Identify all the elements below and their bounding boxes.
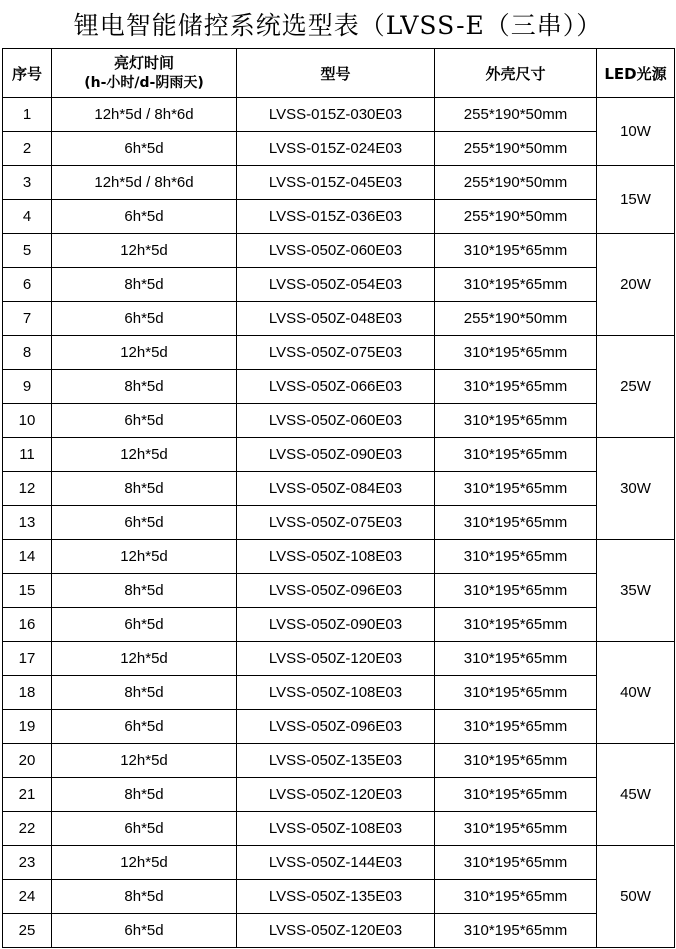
cell-model: LVSS-050Z-090E03 xyxy=(237,438,435,472)
cell-light-time: 12h*5d xyxy=(52,234,237,268)
cell-size: 310*195*65mm xyxy=(435,234,597,268)
cell-model: LVSS-050Z-108E03 xyxy=(237,812,435,846)
cell-size: 310*195*65mm xyxy=(435,506,597,540)
header-light-time-sub: (h-小时/d-阴雨天) xyxy=(84,75,204,91)
cell-size: 310*195*65mm xyxy=(435,676,597,710)
cell-model: LVSS-050Z-084E03 xyxy=(237,472,435,506)
table-row xyxy=(3,234,675,268)
cell-size: 255*190*50mm xyxy=(435,98,597,132)
table-row xyxy=(3,132,675,166)
cell-model: LVSS-015Z-030E03 xyxy=(237,98,435,132)
cell-size: 310*195*65mm xyxy=(435,812,597,846)
cell-index: 6 xyxy=(3,268,52,302)
table-row xyxy=(3,404,675,438)
cell-led: 20W xyxy=(597,234,675,336)
cell-index: 17 xyxy=(3,642,52,676)
cell-index: 24 xyxy=(3,880,52,914)
cell-size: 255*190*50mm xyxy=(435,132,597,166)
cell-led: 15W xyxy=(597,166,675,234)
cell-size: 310*195*65mm xyxy=(435,268,597,302)
cell-light-time: 12h*5d xyxy=(52,540,237,574)
table-row xyxy=(3,812,675,846)
cell-index: 9 xyxy=(3,370,52,404)
cell-model: LVSS-050Z-090E03 xyxy=(237,608,435,642)
cell-model: LVSS-050Z-135E03 xyxy=(237,744,435,778)
header-index: 序号 xyxy=(3,49,52,98)
cell-size: 310*195*65mm xyxy=(435,744,597,778)
cell-light-time: 12h*5d xyxy=(52,846,237,880)
table-row xyxy=(3,472,675,506)
cell-index: 19 xyxy=(3,710,52,744)
cell-light-time: 8h*5d xyxy=(52,268,237,302)
table-row xyxy=(3,846,675,880)
cell-index: 23 xyxy=(3,846,52,880)
header-row xyxy=(3,49,675,98)
cell-index: 18 xyxy=(3,676,52,710)
cell-size: 310*195*65mm xyxy=(435,574,597,608)
cell-led: 40W xyxy=(597,642,675,744)
cell-index: 5 xyxy=(3,234,52,268)
cell-light-time: 12h*5d xyxy=(52,438,237,472)
table-row xyxy=(3,336,675,370)
cell-light-time: 6h*5d xyxy=(52,506,237,540)
cell-light-time: 8h*5d xyxy=(52,472,237,506)
header-light-time-label: 亮灯时间 xyxy=(113,54,174,72)
cell-model: LVSS-050Z-096E03 xyxy=(237,710,435,744)
cell-model: LVSS-050Z-066E03 xyxy=(237,370,435,404)
cell-light-time: 8h*5d xyxy=(52,574,237,608)
cell-model: LVSS-050Z-048E03 xyxy=(237,302,435,336)
cell-model: LVSS-050Z-096E03 xyxy=(237,574,435,608)
table-row xyxy=(3,914,675,948)
cell-index: 16 xyxy=(3,608,52,642)
cell-index: 14 xyxy=(3,540,52,574)
cell-light-time: 6h*5d xyxy=(52,132,237,166)
cell-size: 255*190*50mm xyxy=(435,166,597,200)
cell-index: 15 xyxy=(3,574,52,608)
cell-model: LVSS-015Z-045E03 xyxy=(237,166,435,200)
cell-led: 10W xyxy=(597,98,675,166)
table-row xyxy=(3,302,675,336)
cell-index: 7 xyxy=(3,302,52,336)
cell-model: LVSS-015Z-036E03 xyxy=(237,200,435,234)
cell-light-time: 12h*5d / 8h*6d xyxy=(52,166,237,200)
cell-index: 11 xyxy=(3,438,52,472)
cell-light-time: 12h*5d xyxy=(52,336,237,370)
cell-index: 3 xyxy=(3,166,52,200)
cell-index: 4 xyxy=(3,200,52,234)
cell-model: LVSS-015Z-024E03 xyxy=(237,132,435,166)
cell-index: 13 xyxy=(3,506,52,540)
cell-size: 310*195*65mm xyxy=(435,642,597,676)
cell-size: 310*195*65mm xyxy=(435,404,597,438)
cell-model: LVSS-050Z-108E03 xyxy=(237,540,435,574)
cell-size: 310*195*65mm xyxy=(435,472,597,506)
table-row xyxy=(3,608,675,642)
cell-light-time: 6h*5d xyxy=(52,302,237,336)
cell-size: 310*195*65mm xyxy=(435,710,597,744)
table-row xyxy=(3,574,675,608)
cell-light-time: 6h*5d xyxy=(52,200,237,234)
cell-size: 310*195*65mm xyxy=(435,540,597,574)
cell-light-time: 8h*5d xyxy=(52,880,237,914)
cell-model: LVSS-050Z-054E03 xyxy=(237,268,435,302)
table-row xyxy=(3,506,675,540)
cell-index: 1 xyxy=(3,98,52,132)
cell-light-time: 12h*5d / 8h*6d xyxy=(52,98,237,132)
header-led: LED光源 xyxy=(597,49,675,98)
table-row xyxy=(3,268,675,302)
cell-size: 310*195*65mm xyxy=(435,778,597,812)
cell-size: 310*195*65mm xyxy=(435,438,597,472)
cell-light-time: 8h*5d xyxy=(52,778,237,812)
cell-index: 2 xyxy=(3,132,52,166)
cell-size: 255*190*50mm xyxy=(435,302,597,336)
cell-index: 8 xyxy=(3,336,52,370)
cell-model: LVSS-050Z-060E03 xyxy=(237,234,435,268)
cell-model: LVSS-050Z-120E03 xyxy=(237,778,435,812)
cell-size: 310*195*65mm xyxy=(435,370,597,404)
header-light-time xyxy=(52,49,237,98)
table-row xyxy=(3,642,675,676)
selection-table xyxy=(2,48,675,948)
cell-led: 30W xyxy=(597,438,675,540)
cell-index: 10 xyxy=(3,404,52,438)
cell-light-time: 6h*5d xyxy=(52,710,237,744)
cell-light-time: 12h*5d xyxy=(52,744,237,778)
cell-model: LVSS-050Z-144E03 xyxy=(237,846,435,880)
cell-size: 310*195*65mm xyxy=(435,608,597,642)
table-row xyxy=(3,438,675,472)
cell-model: LVSS-050Z-060E03 xyxy=(237,404,435,438)
table-row xyxy=(3,98,675,132)
cell-light-time: 12h*5d xyxy=(52,642,237,676)
cell-light-time: 6h*5d xyxy=(52,812,237,846)
cell-led: 35W xyxy=(597,540,675,642)
table-row xyxy=(3,200,675,234)
cell-index: 22 xyxy=(3,812,52,846)
cell-led: 50W xyxy=(597,846,675,948)
table-row xyxy=(3,676,675,710)
table-row xyxy=(3,710,675,744)
header-size: 外壳尺寸 xyxy=(435,49,597,98)
cell-led: 25W xyxy=(597,336,675,438)
cell-size: 310*195*65mm xyxy=(435,846,597,880)
cell-index: 21 xyxy=(3,778,52,812)
cell-index: 20 xyxy=(3,744,52,778)
table-row xyxy=(3,744,675,778)
cell-model: LVSS-050Z-135E03 xyxy=(237,880,435,914)
table-row xyxy=(3,880,675,914)
cell-model: LVSS-050Z-108E03 xyxy=(237,676,435,710)
cell-size: 255*190*50mm xyxy=(435,200,597,234)
cell-light-time: 8h*5d xyxy=(52,370,237,404)
cell-model: LVSS-050Z-120E03 xyxy=(237,914,435,948)
cell-light-time: 6h*5d xyxy=(52,914,237,948)
cell-led: 45W xyxy=(597,744,675,846)
cell-light-time: 8h*5d xyxy=(52,676,237,710)
cell-light-time: 6h*5d xyxy=(52,608,237,642)
cell-index: 25 xyxy=(3,914,52,948)
cell-light-time: 6h*5d xyxy=(52,404,237,438)
table-row xyxy=(3,540,675,574)
table-row xyxy=(3,370,675,404)
header-model: 型号 xyxy=(237,49,435,98)
table-row xyxy=(3,778,675,812)
cell-index: 12 xyxy=(3,472,52,506)
cell-model: LVSS-050Z-075E03 xyxy=(237,506,435,540)
cell-size: 310*195*65mm xyxy=(435,914,597,948)
table-row xyxy=(3,166,675,200)
page-title: 锂电智能储控系统选型表（LVSS-E（三串）） xyxy=(73,10,603,40)
cell-model: LVSS-050Z-075E03 xyxy=(237,336,435,370)
cell-size: 310*195*65mm xyxy=(435,336,597,370)
cell-model: LVSS-050Z-120E03 xyxy=(237,642,435,676)
cell-size: 310*195*65mm xyxy=(435,880,597,914)
